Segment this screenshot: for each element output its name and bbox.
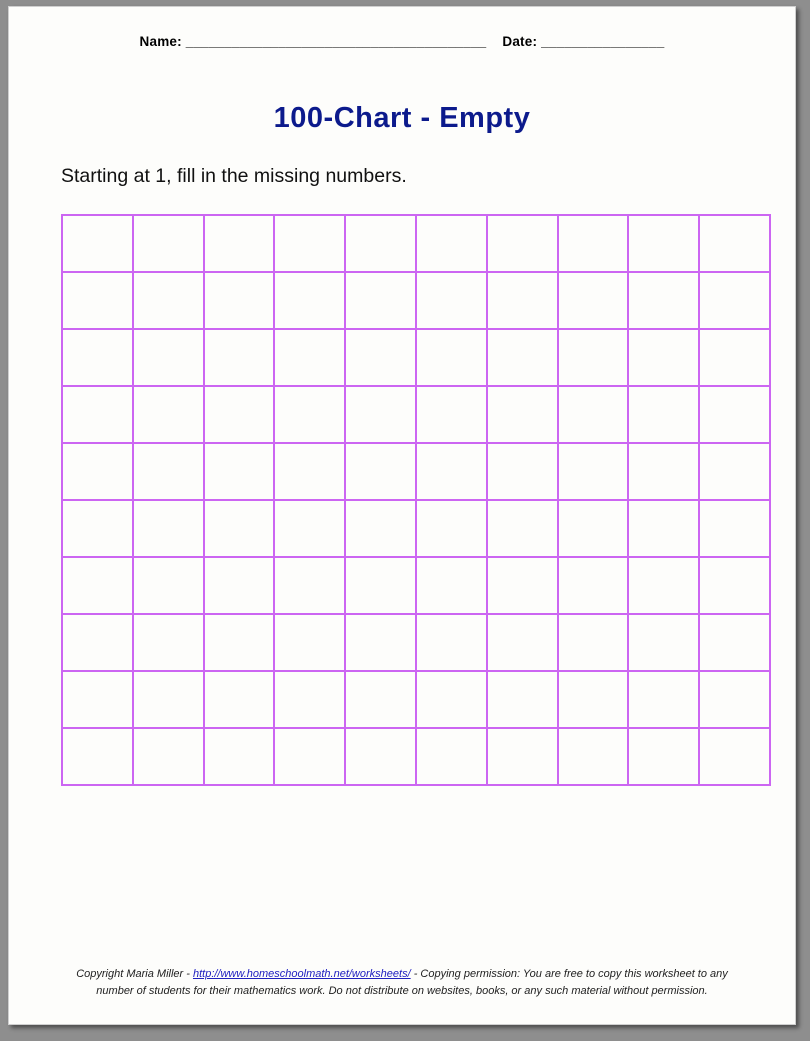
grid-cell[interactable] [274,614,345,671]
grid-cell[interactable] [345,272,416,329]
grid-cell[interactable] [699,329,770,386]
footer-line-1 [9,966,795,983]
name-field-label: Name: _______________________________________ [139,34,487,49]
grid-cell[interactable] [558,557,629,614]
grid-cell[interactable] [62,671,133,728]
grid-cell[interactable] [204,671,275,728]
grid-cell[interactable] [345,443,416,500]
grid-cell[interactable] [699,443,770,500]
grid-cell[interactable] [699,728,770,785]
grid-cell[interactable] [628,671,699,728]
grid-cell[interactable] [487,443,558,500]
grid-cell[interactable] [62,500,133,557]
grid-cell[interactable] [133,614,204,671]
grid-cell[interactable] [628,386,699,443]
footer-copyright-prefix: Copyright Maria Miller - [76,968,193,980]
grid-cell[interactable] [416,614,487,671]
grid-cell[interactable] [133,500,204,557]
grid-cell[interactable] [345,614,416,671]
grid-cell[interactable] [699,386,770,443]
grid-cell[interactable] [628,329,699,386]
grid-cell[interactable] [628,728,699,785]
grid-cell[interactable] [558,728,629,785]
grid-cell[interactable] [204,557,275,614]
grid-cell[interactable] [133,443,204,500]
grid-cell[interactable] [487,671,558,728]
grid-cell[interactable] [133,728,204,785]
grid-cell[interactable] [558,386,629,443]
grid-cell[interactable] [345,728,416,785]
grid-cell[interactable] [628,443,699,500]
grid-cell[interactable] [628,272,699,329]
grid-cell[interactable] [133,215,204,272]
grid-cell[interactable] [558,215,629,272]
grid-body [62,215,770,785]
grid-cell[interactable] [558,329,629,386]
grid-cell[interactable] [62,614,133,671]
table-row [62,614,770,671]
grid-cell[interactable] [628,614,699,671]
grid-cell[interactable] [345,329,416,386]
grid-cell[interactable] [699,614,770,671]
grid-cell[interactable] [274,329,345,386]
grid-cell[interactable] [416,329,487,386]
grid-cell[interactable] [133,272,204,329]
grid-cell[interactable] [487,728,558,785]
table-row [62,671,770,728]
grid-cell[interactable] [62,272,133,329]
grid-cell[interactable] [274,386,345,443]
grid-cell[interactable] [558,614,629,671]
table-row [62,272,770,329]
grid-cell[interactable] [133,386,204,443]
grid-cell[interactable] [699,557,770,614]
grid-cell[interactable] [133,329,204,386]
grid-cell[interactable] [416,443,487,500]
footer-line-2: number of students for their mathematics work. Do not distribute on websites, books, or any such material without permission. [96,985,708,997]
grid-cell[interactable] [628,215,699,272]
grid-cell[interactable] [62,443,133,500]
grid-cell[interactable] [487,272,558,329]
grid-cell[interactable] [487,614,558,671]
worksheet-source-link[interactable]: http://www.homeschoolmath.net/worksheets/ [192,968,411,980]
table-row [62,443,770,500]
hundred-chart-grid [61,214,771,786]
grid-cell[interactable] [416,386,487,443]
grid-cell[interactable] [416,557,487,614]
grid-cell[interactable] [487,386,558,443]
table-row [62,329,770,386]
grid-cell[interactable] [204,215,275,272]
grid-cell[interactable] [62,215,133,272]
grid-cell[interactable] [416,728,487,785]
grid-cell[interactable] [62,329,133,386]
page-title: 100-Chart - Empty [273,102,531,134]
grid-cell[interactable] [274,557,345,614]
grid-cell[interactable] [699,272,770,329]
grid-cell[interactable] [62,557,133,614]
grid-cell[interactable] [628,500,699,557]
grid-cell[interactable] [558,500,629,557]
grid-cell[interactable] [345,557,416,614]
grid-cell[interactable] [274,215,345,272]
grid-cell[interactable] [204,272,275,329]
name-date-row [9,34,795,49]
grid-cell[interactable] [204,728,275,785]
worksheet-sheet [8,6,796,1025]
grid-cell[interactable] [345,671,416,728]
grid-cell[interactable] [628,557,699,614]
grid-cell[interactable] [204,614,275,671]
table-row [62,215,770,272]
grid-cell[interactable] [487,557,558,614]
grid-cell[interactable] [62,728,133,785]
table-row [62,500,770,557]
grid-cell[interactable] [416,215,487,272]
grid-cell[interactable] [558,671,629,728]
grid-cell[interactable] [699,671,770,728]
grid-cell[interactable] [274,272,345,329]
grid-cell[interactable] [274,443,345,500]
grid-cell[interactable] [416,671,487,728]
grid-cell[interactable] [274,500,345,557]
table-row [62,386,770,443]
grid-cell[interactable] [487,329,558,386]
grid-cell[interactable] [699,215,770,272]
grid-cell[interactable] [345,500,416,557]
grid-cell[interactable] [416,500,487,557]
date-field-label: Date: ________________ [502,34,665,49]
grid-cell[interactable] [204,386,275,443]
grid-cell[interactable] [487,500,558,557]
table-row [62,728,770,785]
grid-cell[interactable] [133,557,204,614]
footer-copyright-suffix: - Copying permission: You are free to copy this worksheet to any [410,968,728,980]
grid-cell[interactable] [345,215,416,272]
grid-cell[interactable] [699,500,770,557]
instructions-text: Starting at 1, fill in the missing numbers. [61,165,407,187]
grid-cell[interactable] [204,500,275,557]
table-row [62,557,770,614]
grid-cell[interactable] [558,443,629,500]
grid-cell[interactable] [558,272,629,329]
grid-cell[interactable] [133,671,204,728]
grid-cell[interactable] [274,671,345,728]
grid-cell[interactable] [274,728,345,785]
footer-copyright [9,966,795,1000]
grid-cell[interactable] [345,386,416,443]
grid-cell[interactable] [204,329,275,386]
grid-cell[interactable] [62,386,133,443]
grid-cell[interactable] [487,215,558,272]
grid-cell[interactable] [416,272,487,329]
grid-cell[interactable] [204,443,275,500]
